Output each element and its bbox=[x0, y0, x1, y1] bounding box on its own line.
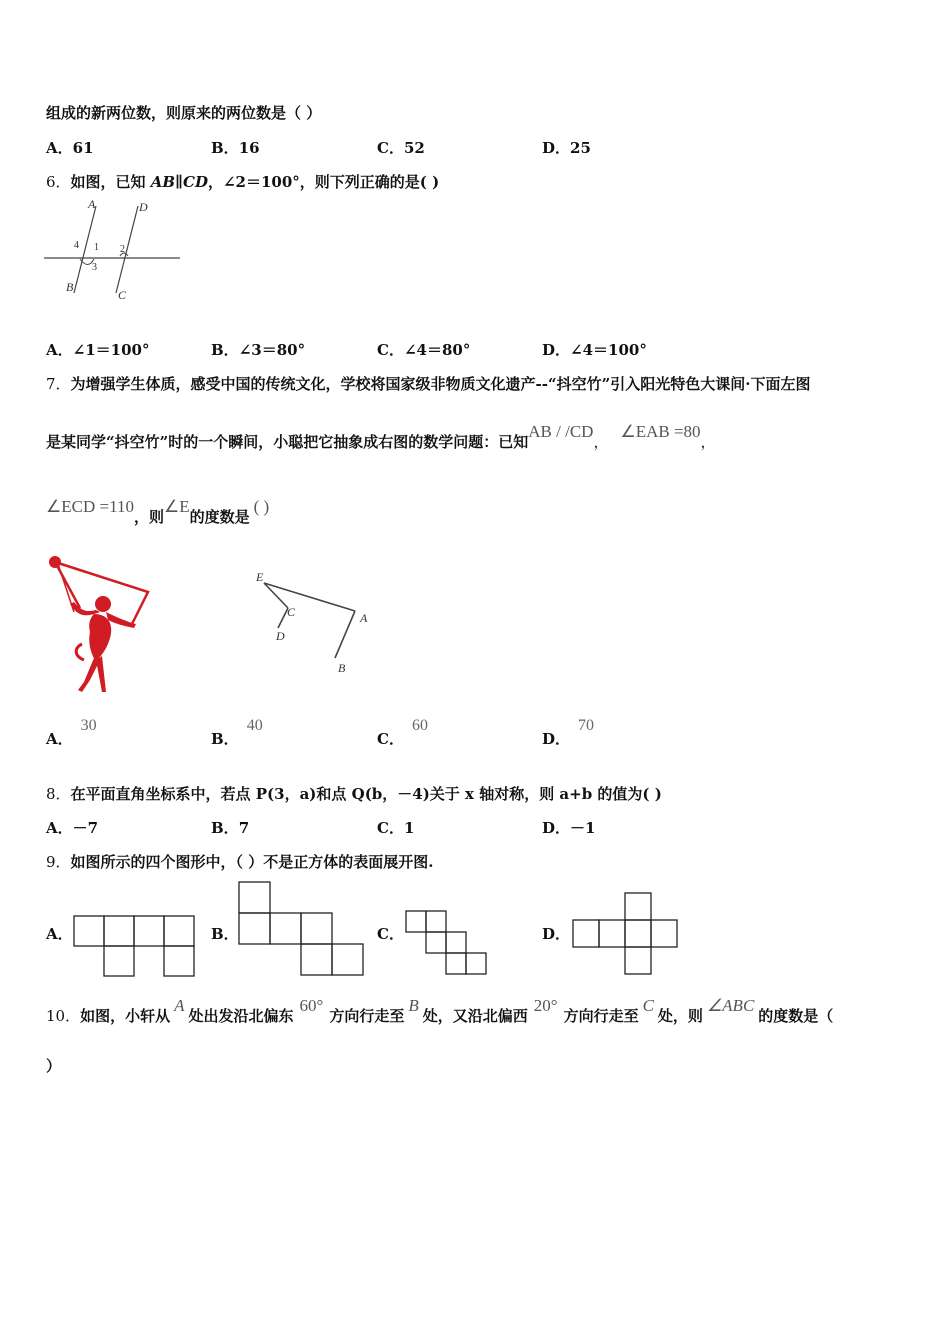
q8-option-b: B．7 bbox=[211, 819, 250, 837]
q7-label-b: B bbox=[338, 661, 346, 675]
q9-net-a bbox=[72, 914, 196, 978]
q9-option-d-label: D． bbox=[542, 925, 571, 943]
q6-label-d: D bbox=[139, 200, 148, 214]
q7-option-b: B．40 bbox=[211, 717, 263, 748]
q6-stem: 6．如图，已知 AB∥CD，∠2＝100°，则下列正确的是( ) bbox=[46, 173, 440, 191]
q5-stem-tail: 组成的新两位数，则原来的两位数是（ ） bbox=[46, 104, 322, 122]
q7-label-c: C bbox=[287, 605, 296, 619]
q10-stem: 10．如图，小轩从A处出发沿北偏东60°方向行走至B处，又沿北偏西20°方向行走至C处，则∠ABC的度数是（ bbox=[46, 996, 834, 1025]
q6-label-b: B bbox=[66, 280, 74, 294]
q6-parallel-lines-figure bbox=[44, 198, 184, 303]
q6-label-1: 1 bbox=[94, 242, 99, 253]
q7-option-c: C．60 bbox=[377, 717, 428, 748]
q6-label-a: A bbox=[88, 197, 96, 211]
q6-option-d: D．∠4＝100° bbox=[542, 341, 647, 359]
q9-option-a-label: A． bbox=[46, 925, 73, 943]
q5-option-b: B．16 bbox=[211, 139, 260, 157]
q6-option-b: B．∠3＝80° bbox=[211, 341, 306, 359]
q9-option-c-label: C． bbox=[377, 925, 404, 943]
q9-net-d bbox=[571, 891, 681, 977]
q10-stem-close: ） bbox=[46, 1057, 62, 1075]
q5-option-d: D．25 bbox=[542, 139, 591, 157]
q8-option-a: A．－7 bbox=[46, 819, 99, 837]
q7-diabolo-player-figure bbox=[44, 552, 159, 697]
q8-option-d: D．－1 bbox=[542, 819, 596, 837]
q9-net-b bbox=[237, 880, 367, 977]
q8-option-c: C．1 bbox=[377, 819, 415, 837]
q9-net-c bbox=[404, 909, 488, 977]
q6-label-3: 3 bbox=[92, 262, 97, 273]
q6-label-2: 2 bbox=[120, 244, 125, 255]
q7-stem-line1: 7．为增强学生体质，感受中国的传统文化，学校将国家级非物质文化遗产--“抖空竹”引入阳光特色大课间·下面左图 bbox=[46, 375, 811, 393]
q6-label-4: 4 bbox=[74, 240, 79, 251]
q6-label-c: C bbox=[118, 288, 127, 302]
q7-label-d: D bbox=[276, 629, 285, 643]
q7-geometry-figure bbox=[254, 566, 379, 676]
q7-label-e: E bbox=[256, 570, 264, 584]
q7-stem-line3: ∠ECD =110，则∠E的度数是( ) bbox=[46, 497, 270, 526]
q7-label-a: A bbox=[360, 611, 368, 625]
q7-option-d: D．70 bbox=[542, 717, 595, 748]
q9-option-b-label: B． bbox=[211, 925, 239, 943]
q7-stem-line2: 是某同学“抖空竹”时的一个瞬间，小聪把它抽象成右图的数学问题：已知AB / /CD，∠EAB =80， bbox=[46, 422, 716, 451]
q9-stem: 9．如图所示的四个图形中，（ ）不是正方体的表面展开图. bbox=[46, 853, 434, 871]
q5-option-c: C．52 bbox=[377, 139, 425, 157]
q5-option-a: A．61 bbox=[46, 139, 94, 157]
q6-option-c: C．∠4＝80° bbox=[377, 341, 471, 359]
q6-option-a: A．∠1＝100° bbox=[46, 341, 150, 359]
q7-option-a: A．30 bbox=[46, 717, 97, 748]
q8-stem: 8．在平面直角坐标系中，若点 P(3，a)和点 Q(b，－4)关于 x 轴对称，则 a+b 的值为( ) bbox=[46, 785, 662, 803]
